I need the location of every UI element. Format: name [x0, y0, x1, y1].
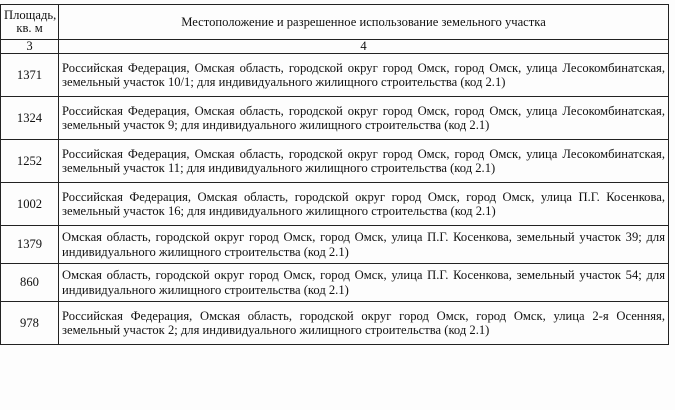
table-row [1, 264, 669, 302]
location-cell: Российская Федерация, Омская область, городской округ город Омск, город Омск, улица П.Г. Косенкова, земельный участок 16; для индивидуального жилищного строительства (код 2.1) [59, 183, 669, 226]
location-cell: Российская Федерация, Омская область, городской округ город Омск, город Омск, улица Лесокомбинатская, земельный участок 11; для индивидуального жилищного строительства (код 2.1) [59, 140, 669, 183]
location-cell: Российская Федерация, Омская область, городской округ город Омск, город Омск, улица 2-я Осенняя, земельный участок 2; для индивидуального жилищного строительства (код 2.1) [59, 302, 669, 345]
table-row [1, 226, 669, 264]
header-area: Площадь, кв. м [1, 5, 59, 40]
location-cell: Омская область, городской округ город Омск, город Омск, улица П.Г. Косенкова, земельный участок 54; для индивидуального жилищного строительства (код 2.1) [59, 264, 669, 302]
column-number-row [1, 40, 669, 54]
header-row [1, 5, 669, 40]
table-header [1, 5, 669, 54]
location-cell: Российская Федерация, Омская область, городской округ город Омск, город Омск, улица Лесокомбинатская, земельный участок 9; для индивидуального жилищного строительства (код 2.1) [59, 97, 669, 140]
area-cell: 1371 [1, 54, 59, 97]
table-row [1, 302, 669, 345]
area-cell: 1379 [1, 226, 59, 264]
land-plots-table [0, 4, 669, 345]
area-cell: 860 [1, 264, 59, 302]
table-row [1, 140, 669, 183]
table-row [1, 183, 669, 226]
location-cell: Российская Федерация, Омская область, городской округ город Омск, город Омск, улица Лесокомбинатская, земельный участок 10/1; для индивидуального жилищного строительства (код 2.1) [59, 54, 669, 97]
table-body [1, 54, 669, 345]
location-cell: Омская область, городской округ город Омск, город Омск, улица П.Г. Косенкова, земельный участок 39; для индивидуального жилищного строительства (код 2.1) [59, 226, 669, 264]
area-cell: 1324 [1, 97, 59, 140]
table-row [1, 97, 669, 140]
area-cell: 1002 [1, 183, 59, 226]
header-location: Местоположение и разрешенное использование земельного участка [59, 5, 669, 40]
column-number-location: 4 [59, 40, 669, 54]
table-row [1, 54, 669, 97]
column-number-area: 3 [1, 40, 59, 54]
area-cell: 978 [1, 302, 59, 345]
area-cell: 1252 [1, 140, 59, 183]
